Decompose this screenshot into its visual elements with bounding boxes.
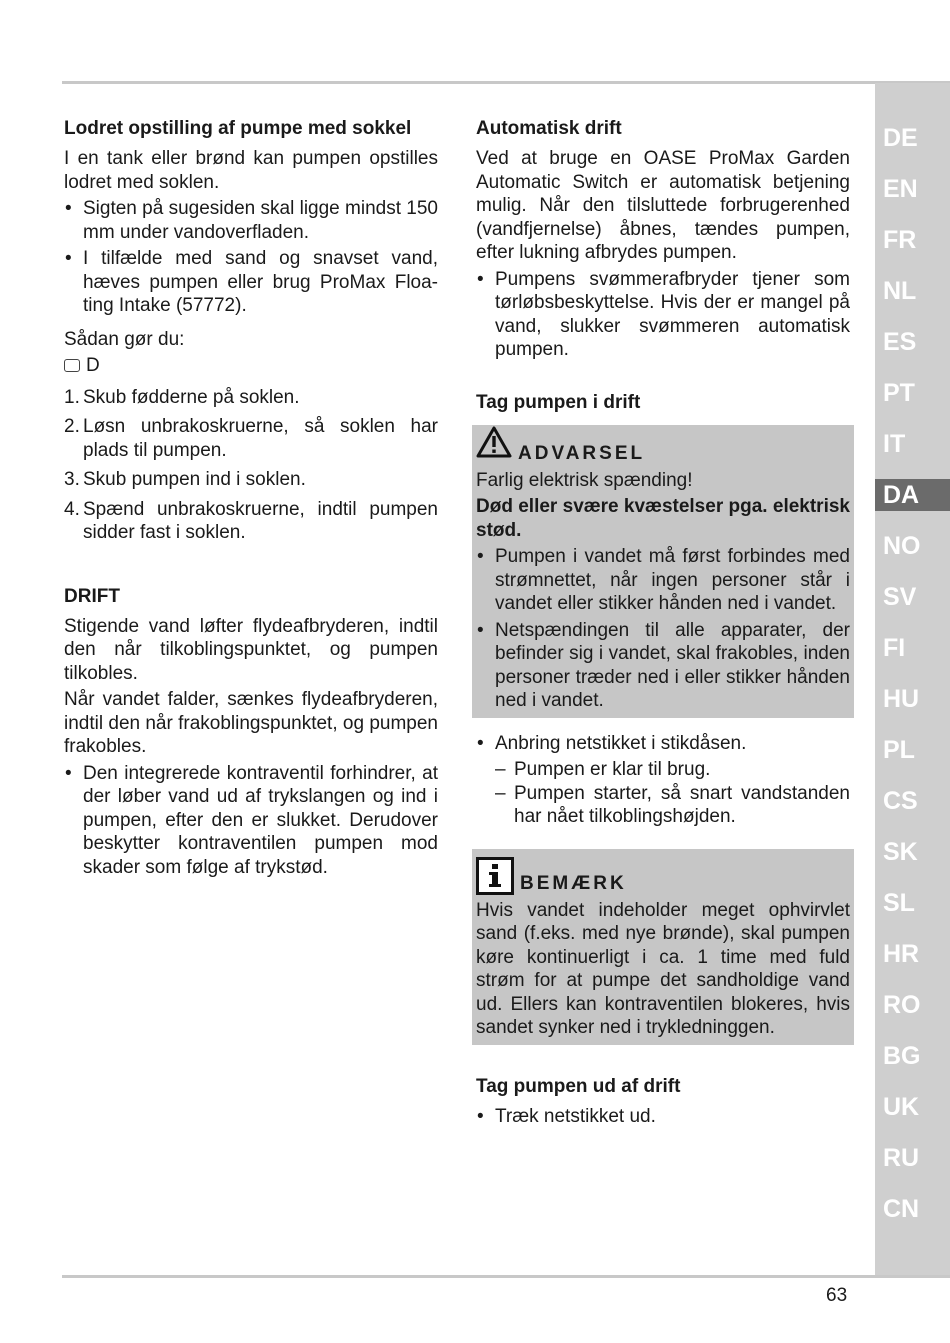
- step-item: [64, 386, 438, 410]
- lang-tab-pt[interactable]: PT: [883, 379, 915, 407]
- warning-header: [476, 433, 850, 465]
- list-item: • Den integrerede kontraventil forhindrer, at der løber vand ud af trykslangen og ind i pumpen, efter den er slukket. Derudover beskytter kontraventilen pumpen mod skader som følge af trykstød.: [64, 762, 438, 880]
- lang-tab-no[interactable]: NO: [883, 532, 921, 560]
- bullet-list-setup: [64, 197, 438, 318]
- bullet-list-drift: [64, 762, 438, 880]
- step-text: Spænd unbrakoskruerne, indtil pumpen sidder fast i soklen.: [83, 498, 438, 543]
- list-item: • Sigten på sugesiden skal ligge mindst 150 mm under vandoverfladen.: [64, 197, 438, 244]
- lang-tab-ru[interactable]: RU: [883, 1144, 920, 1172]
- step-number: 3.: [64, 469, 80, 490]
- step-list: [64, 386, 438, 545]
- right-column: [476, 117, 850, 1131]
- lang-tab-hr[interactable]: HR: [883, 940, 920, 968]
- section-heading-automatic: Automatisk drift: [476, 118, 622, 139]
- paragraph-drift-2: Når vandet falder, sænkes flydeafbryderen, indtil den når frakoblingspunktet, og pumpen frakobles.: [64, 689, 438, 757]
- step-text: Løsn unbrakoskruerne, så soklen har plads til pumpen.: [83, 416, 438, 461]
- lang-tab-pl[interactable]: PL: [883, 736, 915, 764]
- section-heading-stop: Tag pumpen ud af drift: [476, 1075, 681, 1097]
- figure-label: D: [86, 355, 100, 376]
- figure-icon: [64, 359, 80, 372]
- paragraph-intro: I en tank eller brønd kan pumpen opstilles lodret med soklen.: [64, 148, 438, 193]
- step-text: Skub fødderne på soklen.: [83, 386, 300, 408]
- warning-line-1: Farlig elektrisk spænding!: [476, 469, 693, 491]
- warning-bullet-list: [476, 545, 850, 713]
- lang-tab-sl[interactable]: SL: [883, 889, 915, 917]
- bullet-list-plug: [476, 732, 850, 756]
- step-number: 4.: [64, 498, 80, 520]
- section-heading-start: Tag pumpen i drift: [476, 391, 641, 413]
- lang-tab-nl[interactable]: NL: [883, 277, 917, 305]
- lang-tab-fi[interactable]: FI: [883, 634, 906, 662]
- result-item: – Pumpen er klar til brug.: [495, 758, 850, 782]
- note-header: [476, 855, 850, 895]
- lang-tab-ro[interactable]: RO: [883, 991, 921, 1019]
- warning-icon: [476, 426, 512, 465]
- paragraph-drift-1: Stigende vand løfter flydeafbryderen, indtil den når tilkoblingspunktet, og pumpen tilkobles.: [64, 615, 438, 684]
- step-item: [64, 468, 438, 492]
- bullet-list-stop: [476, 1105, 850, 1129]
- lang-tab-es[interactable]: ES: [883, 328, 917, 356]
- step-number: 1.: [64, 386, 80, 408]
- note-box: [472, 849, 854, 1045]
- list-item: • I tilfælde med sand og snavset vand, hæves pumpen eller brug ProMax Floating Intake (57772).: [64, 247, 438, 318]
- result-list: [476, 758, 850, 829]
- figure-reference: [64, 354, 438, 378]
- lang-tab-de[interactable]: DE: [883, 124, 918, 152]
- lang-tab-da[interactable]: DA: [875, 479, 950, 511]
- lang-tab-it[interactable]: IT: [883, 430, 906, 458]
- lang-tab-uk[interactable]: UK: [883, 1093, 920, 1121]
- language-sidebar: [875, 83, 950, 1275]
- section-heading-drift: DRIFT: [64, 585, 120, 607]
- header-rule: [62, 81, 950, 84]
- lang-tab-en[interactable]: EN: [883, 175, 918, 203]
- left-column: [64, 117, 438, 882]
- list-item: • Pumpen i vandet må først forbindes med strømnettet, når ingen personer står i vandet eller stikker hånden ned i vandet.: [476, 545, 850, 616]
- result-item: – Pumpen starter, så snart vandstanden har nået tilkoblingshøjden.: [495, 782, 850, 829]
- note-label: BEMÆRK: [520, 872, 627, 894]
- lang-tab-fr[interactable]: FR: [883, 226, 917, 254]
- list-item: • Anbring netstikket i stikdåsen.: [476, 732, 850, 756]
- step-number: 2.: [64, 416, 80, 437]
- footer-rule: [62, 1275, 950, 1278]
- lang-tab-hu[interactable]: HU: [883, 685, 920, 713]
- bullet-list-automatic: [476, 268, 850, 362]
- list-item: • Træk netstikket ud.: [476, 1105, 850, 1129]
- lang-tab-cn[interactable]: CN: [883, 1195, 920, 1223]
- lang-tab-bg[interactable]: BG: [883, 1042, 921, 1070]
- lang-tab-sv[interactable]: SV: [883, 583, 917, 611]
- warning-box: [472, 425, 854, 718]
- page-number: 63: [826, 1285, 848, 1306]
- warning-line-2: Død eller svære kvæstelser pga. elektrisk stød.: [476, 496, 850, 541]
- info-icon: [476, 857, 514, 895]
- paragraph-automatic: Ved at bruge en OASE ProMax Garden Automatic Switch er automatisk betjening mulig. Når den tilsluttede forbrugerenhed (vandfjernelse) åbnes, tændes pumpen, efter lukning afbrydes pumpen.: [476, 148, 850, 263]
- warning-label: ADVARSEL: [518, 442, 646, 464]
- lang-tab-sk[interactable]: SK: [883, 838, 918, 866]
- section-heading-vertical-setup: Lodret opstilling af pumpe med sokkel: [64, 118, 412, 139]
- step-item: [64, 415, 438, 462]
- list-item: • Pumpens svømmerafbryder tjener som tørløbsbeskyttelse. Hvis der er mangel på vand, slukker svømmeren automatisk pumpen.: [476, 268, 850, 362]
- step-item: [64, 498, 438, 545]
- list-item: • Netspændingen til alle apparater, der befinder sig i vandet, skal frakobles, inden personer træder ned i eller stikker hånden ned i vandet.: [476, 619, 850, 713]
- note-text: Hvis vandet indeholder meget ophvirvlet sand (f.eks. med nye brønde), skal pumpen køre kontinuerligt i ca. 1 time med fuld strøm for at pumpe det sandholdige vand ud. Ellers kan kontraventilen blokeres, hvis sandet synker ned i trykledninggen.: [476, 899, 850, 1038]
- step-text: Skub pumpen ind i soklen.: [83, 469, 306, 490]
- lang-tab-cs[interactable]: CS: [883, 787, 918, 815]
- paragraph-howto: Sådan gør du:: [64, 328, 185, 350]
